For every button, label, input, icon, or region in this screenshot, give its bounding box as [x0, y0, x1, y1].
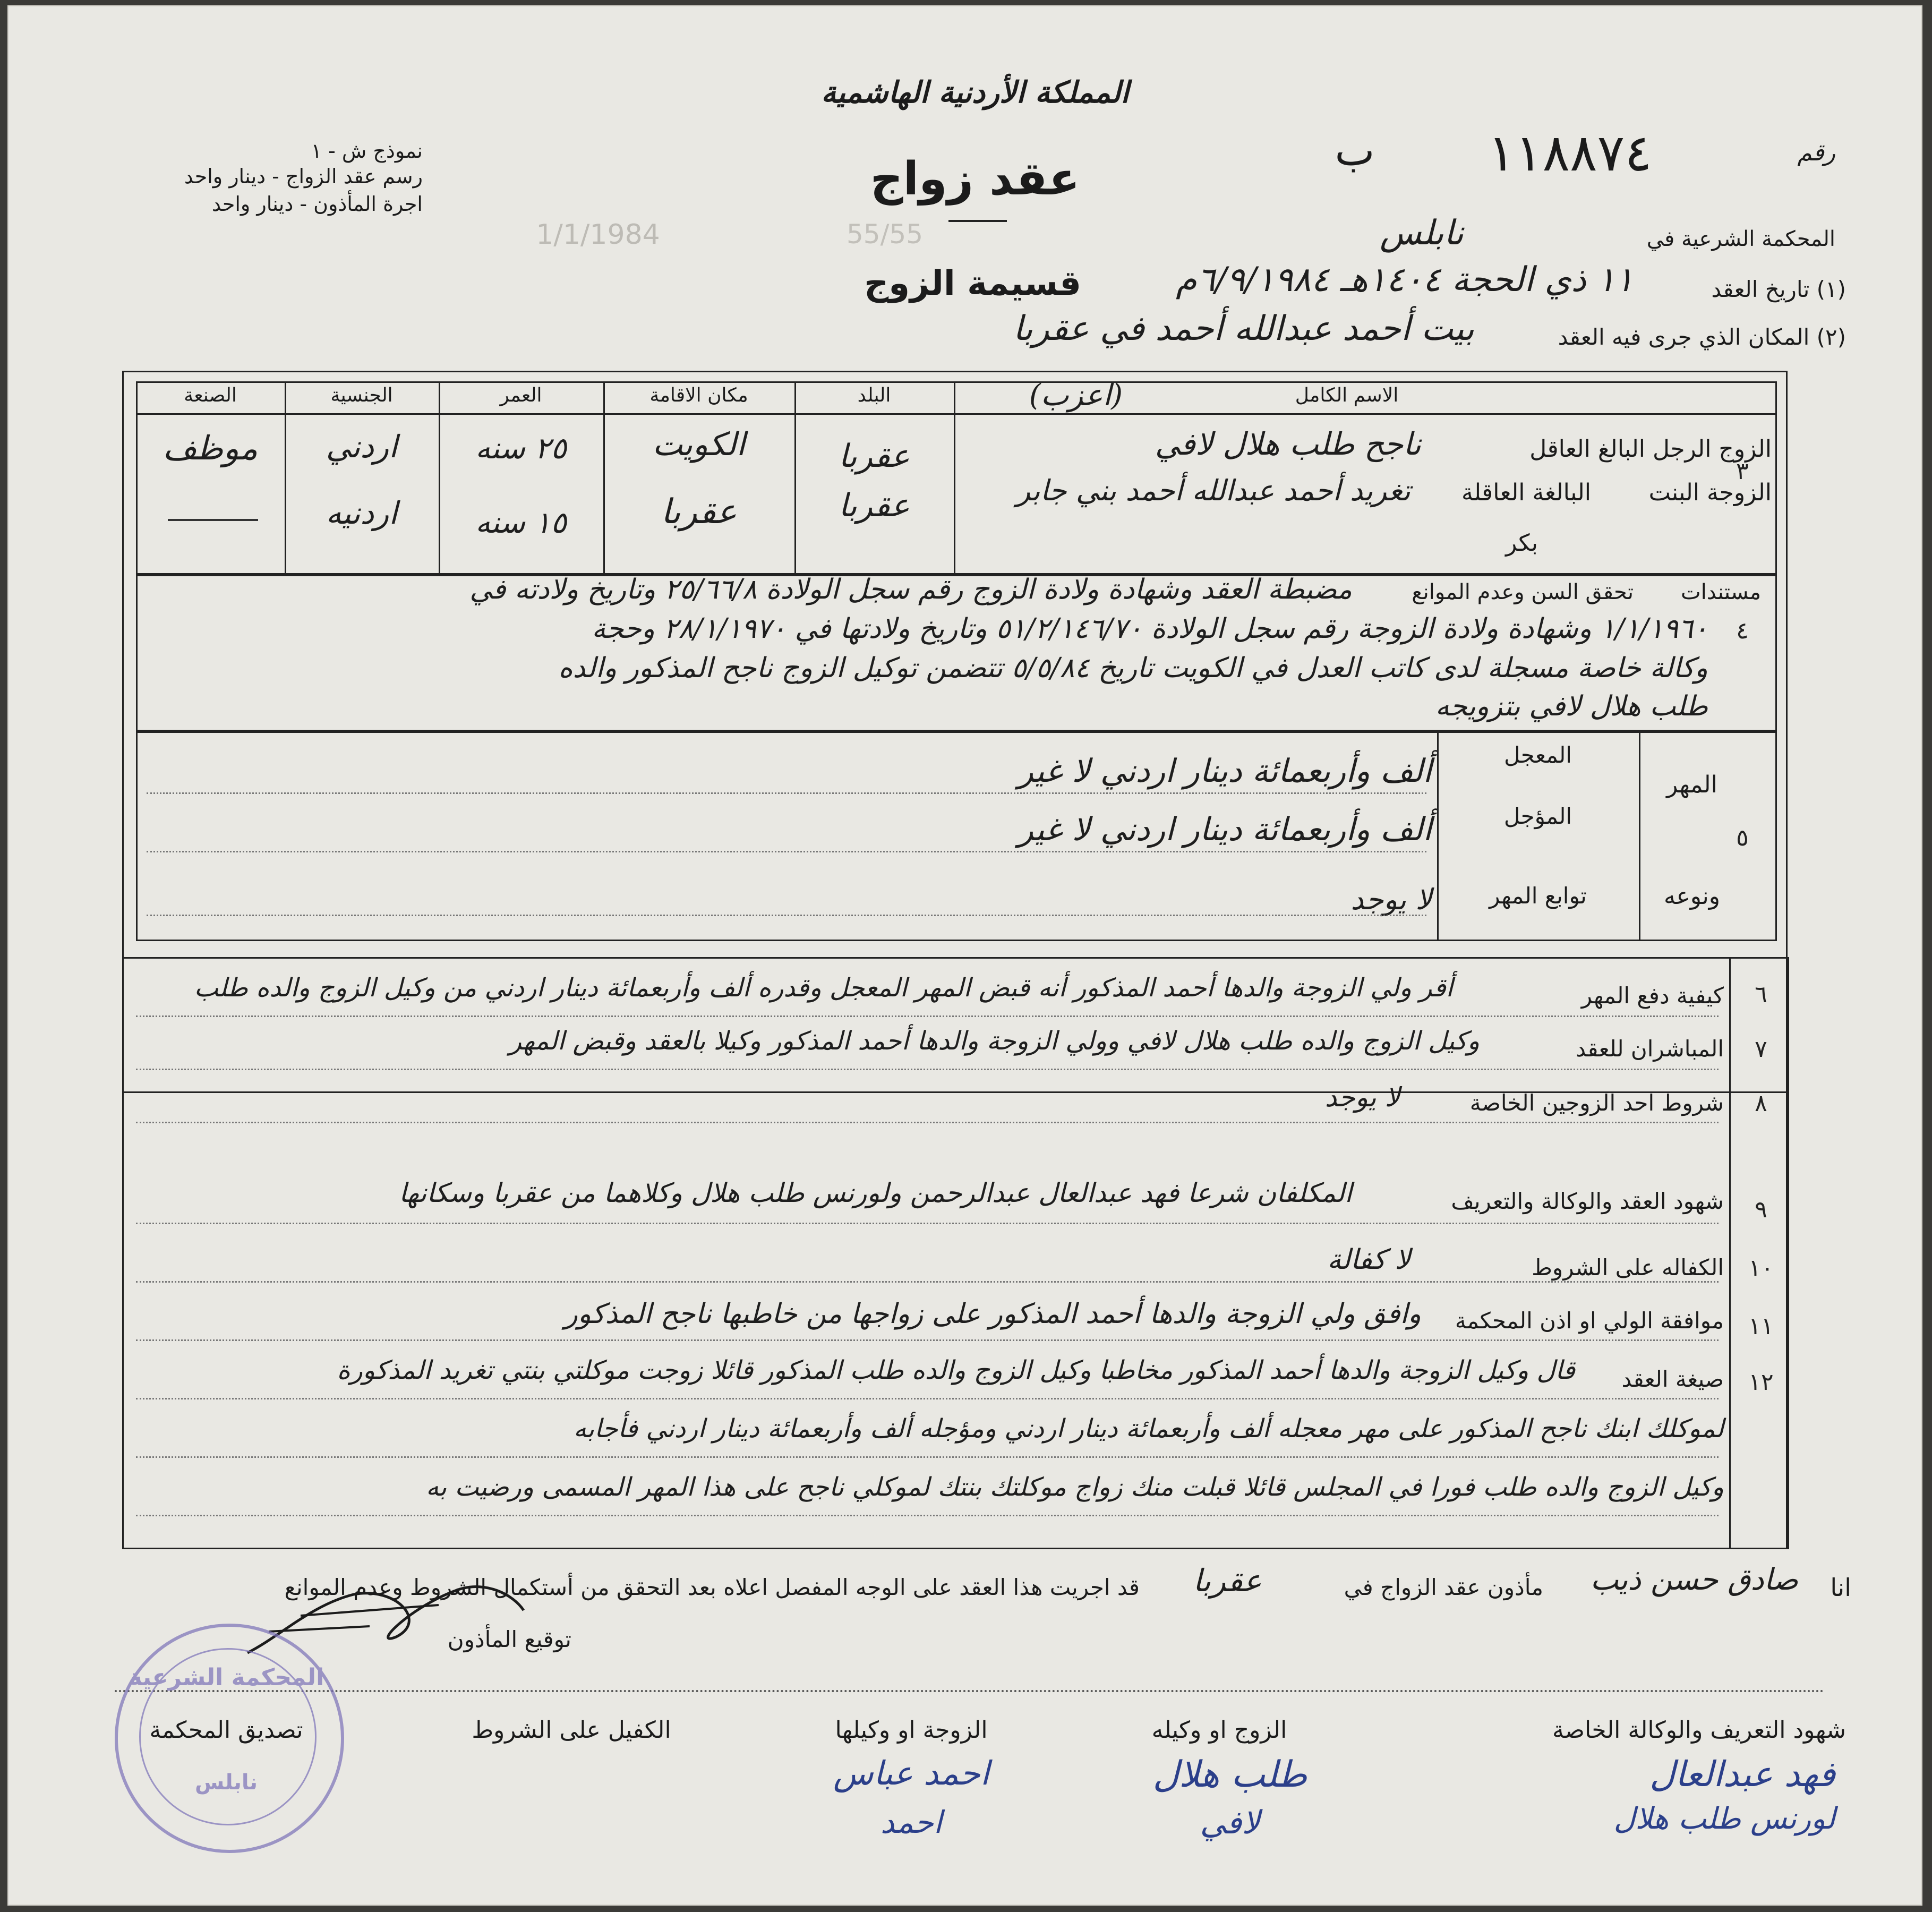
groom-label: الزوج الرجل البالغ العاقل — [1529, 436, 1772, 463]
header-town: البلد — [857, 385, 891, 406]
row-7-label: المباشران للعقد — [1576, 1036, 1724, 1062]
documents-line-4: طلب هلال لافي بتزويجه — [1435, 690, 1708, 722]
row-number-7: ٧ — [1755, 1036, 1767, 1063]
row-number-12: ١٢ — [1748, 1369, 1774, 1396]
row-6-value: أقر ولي الزوجة والدها أحمد المذكور أنه قبض المهر المعجل وقدره ألف وأربعمائة دينار اردني من وكيل الزوج والده طلب — [194, 973, 1453, 1003]
bride-signature-label: الزوجة او وكيلها — [835, 1717, 988, 1744]
row-number-9: ٩ — [1755, 1196, 1767, 1223]
bride-job-dash — [168, 519, 258, 521]
dowry-extras-label: توابع المهر — [1489, 883, 1587, 909]
bride-status: بكر — [1506, 530, 1538, 557]
signature-divider — [115, 1690, 1825, 1692]
groom-copy-label: قسيمة الزوج — [864, 264, 1081, 303]
row-number-3: ٣ — [1736, 458, 1749, 485]
witness-signature-1: فهد عبدالعال — [1649, 1754, 1835, 1795]
mathoun-name: صادق حسن ذيب — [1590, 1563, 1798, 1597]
row-number-5: ٥ — [1736, 824, 1749, 851]
mathoun-place: عقربا — [1193, 1563, 1262, 1599]
bride-signature-2: احمد — [880, 1804, 942, 1840]
groom-signature-label: الزوج او وكيله — [1151, 1717, 1287, 1744]
groom-signature-1: طلب هلال — [1152, 1754, 1307, 1796]
row-10-label: الكفاله على الشروط — [1532, 1254, 1724, 1281]
header-full-name: الاسم الكامل — [1295, 385, 1399, 406]
court-stamp-bottom: نابلس — [195, 1770, 258, 1795]
documents-label: مستندات — [1680, 580, 1761, 604]
contract-place-value: بيت أحمد عبدالله أحمد في عقربا — [1013, 309, 1474, 348]
row-9-label: شهود العقد والوكالة والتعريف — [1451, 1188, 1724, 1214]
row-number-10: ١٠ — [1748, 1254, 1774, 1282]
faint-stamp-date: 1/1/1984 — [536, 219, 660, 251]
court-stamp-top: المحكمة الشرعية — [128, 1664, 324, 1691]
court-label: المحكمة الشرعية في — [1646, 227, 1835, 251]
row-12-value: قال وكيل الزوجة والدها أحمد المذكور مخاطبا وكيل الزوج والده طلب المذكور قائلا زوجت موكلتي بنتي تغريد المذكورة — [337, 1355, 1575, 1385]
bride-age: ١٥ سنه — [475, 506, 567, 540]
groom-residence: الكويت — [652, 426, 746, 463]
row-11-label: موافقة الولي او اذن المحكمة — [1455, 1308, 1724, 1334]
prompt-dowry-value: ألف وأربعمائة دينار اردني لا غير — [1018, 753, 1432, 790]
row-10-value: لا كفالة — [1327, 1244, 1410, 1276]
groom-job: موظف — [163, 429, 258, 467]
court-value: نابلس — [1380, 214, 1464, 253]
row-number-6: ٦ — [1755, 981, 1767, 1008]
contract-date-value: ١١ ذي الحجة ١٤٠٤هـ ٦/٩/١٩٨٤م — [1176, 260, 1634, 300]
kingdom-title: المملكة الأردنية الهاشمية — [821, 75, 1129, 110]
form-number: نموذج ش - ١ — [311, 139, 423, 163]
groom-signature-2: لافي — [1200, 1804, 1260, 1841]
groom-age: ٢٥ سنه — [475, 431, 567, 466]
marital-status-note: (اعزب) — [1029, 378, 1123, 413]
bride-label: الزوجة البنت — [1648, 479, 1772, 506]
mathoun-fee: اجرة المأذون - دينار واحد — [211, 192, 423, 216]
groom-nationality: اردني — [326, 429, 398, 465]
row-12-label: صيغة العقد — [1621, 1366, 1724, 1392]
documents-printed-text: تحقق السن وعدم الموانع — [1412, 580, 1634, 604]
groom-town: عقربا — [838, 438, 910, 475]
faint-stamp-number: 55/55 — [846, 219, 924, 250]
row-7-value: وكيل الزوج والده طلب هلال لافي وولي الزوجة والدها أحمد المذكور وكيلا بالعقد وقبض المهر — [509, 1026, 1480, 1056]
deferred-dowry-value: ألف وأربعمائة دينار اردني لا غير — [1018, 811, 1432, 848]
groom-name: ناجح طلب هلال لافي — [1155, 426, 1421, 462]
formula-line-1: لموكلك ابنك ناجح المذكور على مهر معجله ألف وأربعمائة دينار اردني ومؤجله ألف وأربعمائة دينار اردني فأجابه — [574, 1414, 1724, 1444]
bride-label-2: البالغة العاقلة — [1461, 479, 1591, 506]
deferred-dowry-label: المؤجل — [1503, 803, 1572, 829]
witnesses-label: شهود التعريف والوكالة الخاصة — [1552, 1717, 1846, 1744]
documents-line-1: مضبطة العقد وشهادة ولادة الزوج رقم سجل الولادة ٢٥/٦٦/٨ وتاريخ ولادته في — [469, 574, 1352, 605]
court-stamp — [115, 1624, 344, 1853]
bride-residence: عقربا — [661, 492, 737, 532]
court-certification-label: تصديق المحكمة — [149, 1717, 303, 1744]
header-residence: مكان الاقامة — [649, 385, 748, 406]
row-8-value: لا يوجد — [1324, 1082, 1400, 1113]
formula-line-2: وكيل الزوج والده طلب فورا في المجلس قائلا قبلت منك زواج موكلتك بنتك لموكلي ناجح على هذا المهر المسمى ورضيت به — [425, 1472, 1724, 1502]
bride-town: عقربا — [838, 487, 910, 524]
dowry-type-label: ونوعه — [1663, 883, 1721, 910]
contract-place-label: (٢) المكان الذي جرى فيه العقد — [1558, 324, 1846, 350]
series-letter: ب — [1335, 126, 1375, 175]
document-title: عقد زواج — [870, 152, 1080, 206]
documents-line-3: وكالة خاصة مسجلة لدى كاتب العدل في الكويت تاريخ ٥/٥/٨٤ تتضمن توكيل الزوج ناجح المذكور والده — [558, 652, 1708, 684]
number-label: رقم — [1797, 139, 1835, 166]
closing-text: قد اجريت هذا العقد على الوجه المفصل اعلاه بعد التحقق من أستكمال الشروط وعدم الموانع — [284, 1574, 1140, 1600]
row-6-label: كيفية دفع المهر — [1581, 983, 1724, 1009]
header-nationality: الجنسية — [330, 385, 393, 406]
witness-signature-2: لورنس طلب هلال — [1613, 1802, 1835, 1836]
prompt-dowry-label: المعجل — [1504, 742, 1572, 768]
contract-fee: رسم عقد الزواج - دينار واحد — [184, 165, 423, 188]
row-9-value: المكلفان شرعا فهد عبدالعال عبدالرحمن ولورنس طلب هلال وكلاهما من عقربا وسكانها — [399, 1177, 1352, 1208]
header-age: العمر — [500, 385, 542, 406]
documents-line-2: ١/١/١٩٦٠ وشهادة ولادة الزوجة رقم سجل الولادة ٥١/٢/١٤٦/٧٠ وتاريخ ولادتها في ٢٨/١/١٩٧٠ وحجة — [592, 613, 1708, 645]
guarantor-label: الكفيل على الشروط — [472, 1717, 671, 1744]
dowry-extras-value: لا يوجد — [1350, 883, 1432, 916]
mathoun-in-label: مأذون عقد الزواج في — [1344, 1574, 1543, 1600]
bride-name: تغريد أحمد عبدالله أحمد بني جابر — [1016, 474, 1410, 507]
row-number-8: ٨ — [1755, 1090, 1767, 1117]
contract-date-label: (١) تاريخ العقد — [1711, 276, 1846, 302]
bride-signature-1: احمد عباس — [833, 1754, 989, 1792]
row-8-label: شروط احد الزوجين الخاصة — [1469, 1090, 1724, 1116]
dowry-label: المهر — [1666, 771, 1717, 798]
header-job: الصنعة — [184, 385, 237, 406]
closing-prefix: انا — [1830, 1573, 1851, 1602]
contract-paper — [7, 5, 1922, 1906]
row-number-11: ١١ — [1748, 1313, 1774, 1340]
row-11-value: وافق ولي الزوجة والدها أحمد المذكور على زواجها من خاطبها ناجح المذكور — [564, 1298, 1421, 1330]
mathoun-signature-label: توقيع المأذون — [447, 1626, 571, 1652]
row-number-4: ٤ — [1736, 617, 1749, 644]
contract-number: ١١٨٨٧٤ — [1488, 123, 1652, 183]
bride-nationality: اردنيه — [326, 495, 398, 531]
